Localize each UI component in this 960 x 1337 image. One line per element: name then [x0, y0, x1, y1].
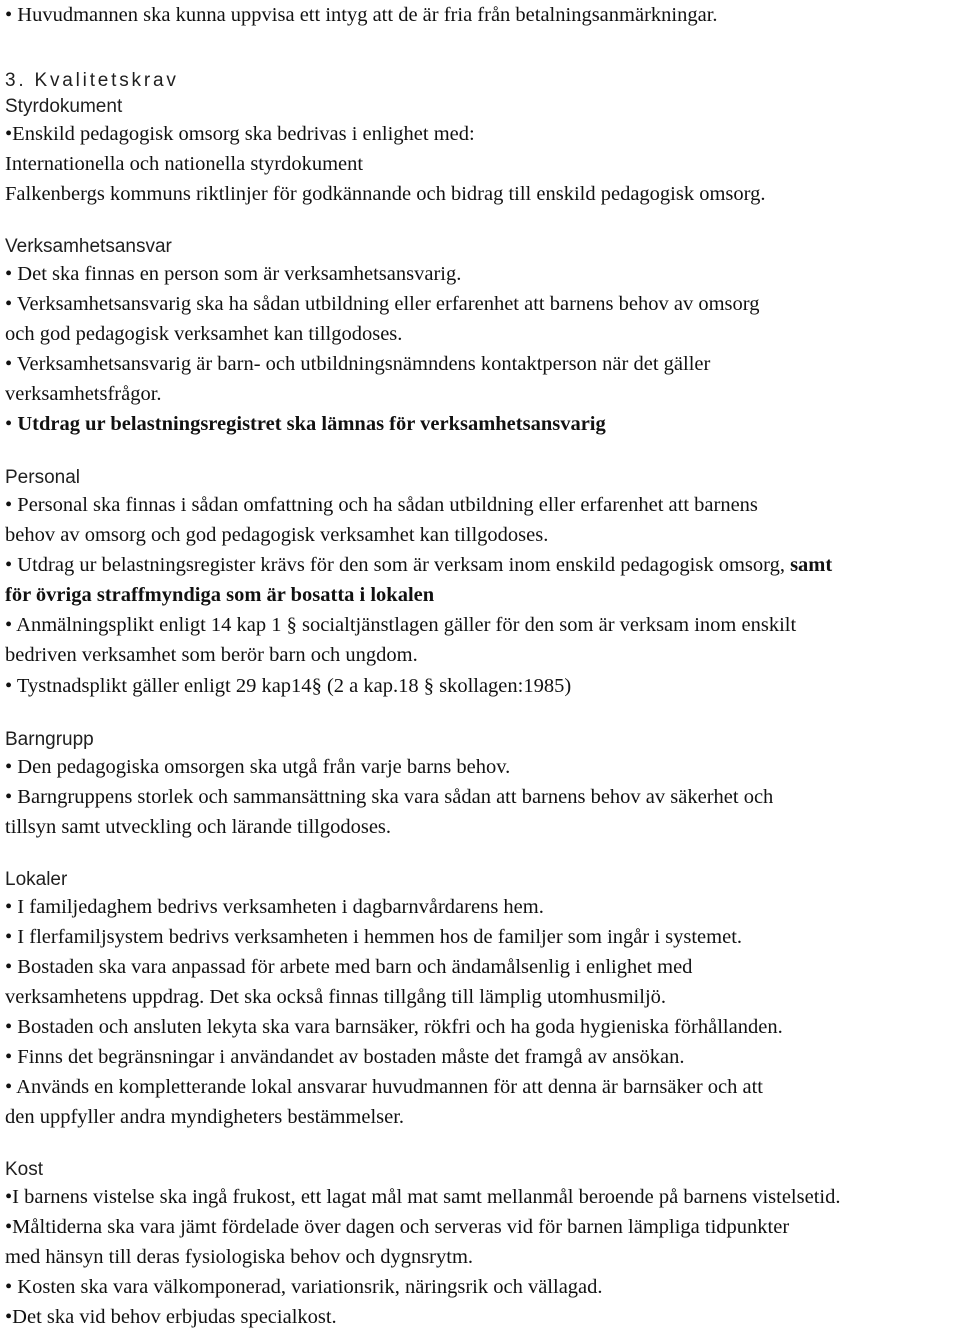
kost-line: med hänsyn till deras fysiologiska behov och dygnsrytm. — [5, 1246, 474, 1268]
personal-utdrag-line — [5, 552, 832, 578]
lokaler-line: verksamhetens uppdrag. Det ska också finnas tillgång till lämplig utomhusmiljö. — [5, 986, 667, 1008]
personal-line: bedriven verksamhet som berör barn och ungdom. — [5, 644, 418, 666]
anmalan-b: socialtjänstlagen gäller för den som är verksam inom enskilt — [296, 614, 797, 636]
utdrag-bold-line2: för övriga straffmyndiga som är bosatta i lokalen — [5, 584, 435, 606]
section-sign: § — [423, 675, 434, 697]
verksamhetsansvar-bold-line — [5, 411, 606, 437]
styrdokument-line: •Enskild pedagogisk omsorg ska bedrivas i enlighet med: — [5, 123, 475, 145]
verksamhetsansvar-line: och god pedagogisk verksamhet kan tillgodoses. — [5, 323, 403, 345]
barngrupp-line: • Den pedagogiska omsorgen ska utgå från varje barns behov. — [5, 756, 511, 778]
verksamhetsansvar-line: • Verksamhetsansvarig ska ha sådan utbildning eller erfarenhet att barnens behov av omsorg — [5, 293, 760, 315]
lokaler-line: • Bostaden ska vara anpassad för arbete med barn och ändamålsenlig i enlighet med — [5, 956, 693, 978]
utdrag-bold: samt — [790, 554, 833, 576]
lokaler-line: • Används en kompletterande lokal ansvarar huvudmannen för att denna är barnsäker och att — [5, 1076, 763, 1098]
utdrag-plain: • Utdrag ur belastningsregister krävs för den som är verksam inom enskild pedagogisk omsorg, — [5, 554, 791, 576]
bullet-mark: • — [5, 413, 18, 435]
anmalan-a: • Anmälningsplikt enligt 14 kap 1 — [5, 614, 287, 636]
heading-barngrupp: Barngrupp — [5, 729, 94, 750]
tyst-b: (2 a kap.18 — [321, 675, 424, 697]
personal-line: • Personal ska finnas i sådan omfattning och ha sådan utbildning eller erfarenhet att barnens — [5, 494, 758, 516]
intro-bullet: • Huvudmannen ska kunna uppvisa ett intyg att de är fria från betalningsanmärkningar. — [5, 4, 718, 26]
personal-tystnad-line — [5, 673, 571, 699]
kost-line: •Det ska vid behov erbjudas specialkost. — [5, 1306, 337, 1328]
lokaler-line: • I flerfamiljsystem bedrivs verksamheten i hemmen hos de familjer som ingår i systemet. — [5, 926, 743, 948]
heading-verksamhetsansvar: Verksamhetsansvar — [5, 236, 172, 257]
lokaler-line: • Bostaden och ansluten lekyta ska vara barnsäker, rökfri och ha goda hygieniska förhållanden. — [5, 1016, 783, 1038]
section-title: 3. Kvalitetskrav — [5, 70, 179, 91]
section-sign: § — [286, 614, 297, 636]
verksamhetsansvar-line: verksamhetsfrågor. — [5, 383, 162, 405]
styrdokument-line: Falkenbergs kommuns riktlinjer för godkännande och bidrag till enskild pedagogisk omsorg. — [5, 183, 766, 205]
kost-line: • Kosten ska vara välkomponerad, variationsrik, näringsrik och vällagad. — [5, 1276, 603, 1298]
personal-utdrag-line2 — [5, 582, 434, 608]
heading-styrdokument: Styrdokument — [5, 96, 123, 117]
tyst-c: skollagen:1985) — [433, 675, 572, 697]
verksamhetsansvar-line: • Verksamhetsansvarig är barn- och utbildningsnämndens kontaktperson när det gäller — [5, 353, 711, 375]
barngrupp-line: • Barngruppens storlek och sammansättning ska vara sådan att barnens behov av säkerhet och — [5, 786, 774, 808]
kost-line: •Måltiderna ska vara jämt fördelade över dagen och serveras vid för barnen lämpliga tidpunkter — [5, 1216, 790, 1238]
heading-lokaler: Lokaler — [5, 869, 68, 890]
tyst-a: • Tystnadsplikt gäller enligt 29 kap14 — [5, 675, 312, 697]
section-sign: § — [311, 675, 322, 697]
bold-bullet-text: Utdrag ur belastningsregistret ska lämnas för verksamhetsansvarig — [17, 413, 606, 435]
heading-kost: Kost — [5, 1159, 44, 1180]
kost-line: •I barnens vistelse ska ingå frukost, ett lagat mål mat samt mellanmål beroende på barnens vistelsetid. — [5, 1186, 841, 1208]
lokaler-line: • I familjedaghem bedrivs verksamheten i dagbarnvårdarens hem. — [5, 896, 544, 918]
lokaler-line: • Finns det begränsningar i användandet av bostaden måste det framgå av ansökan. — [5, 1046, 685, 1068]
heading-personal: Personal — [5, 467, 80, 488]
styrdokument-line: Internationella och nationella styrdokument — [5, 153, 364, 175]
verksamhetsansvar-line: • Det ska finnas en person som är verksamhetsansvarig. — [5, 263, 462, 285]
lokaler-line: den uppfyller andra myndigheters bestämmelser. — [5, 1106, 405, 1128]
personal-anmalan-line — [5, 612, 796, 638]
barngrupp-line: tillsyn samt utveckling och lärande tillgodoses. — [5, 816, 392, 838]
personal-line: behov av omsorg och god pedagogisk verksamhet kan tillgodoses. — [5, 524, 549, 546]
